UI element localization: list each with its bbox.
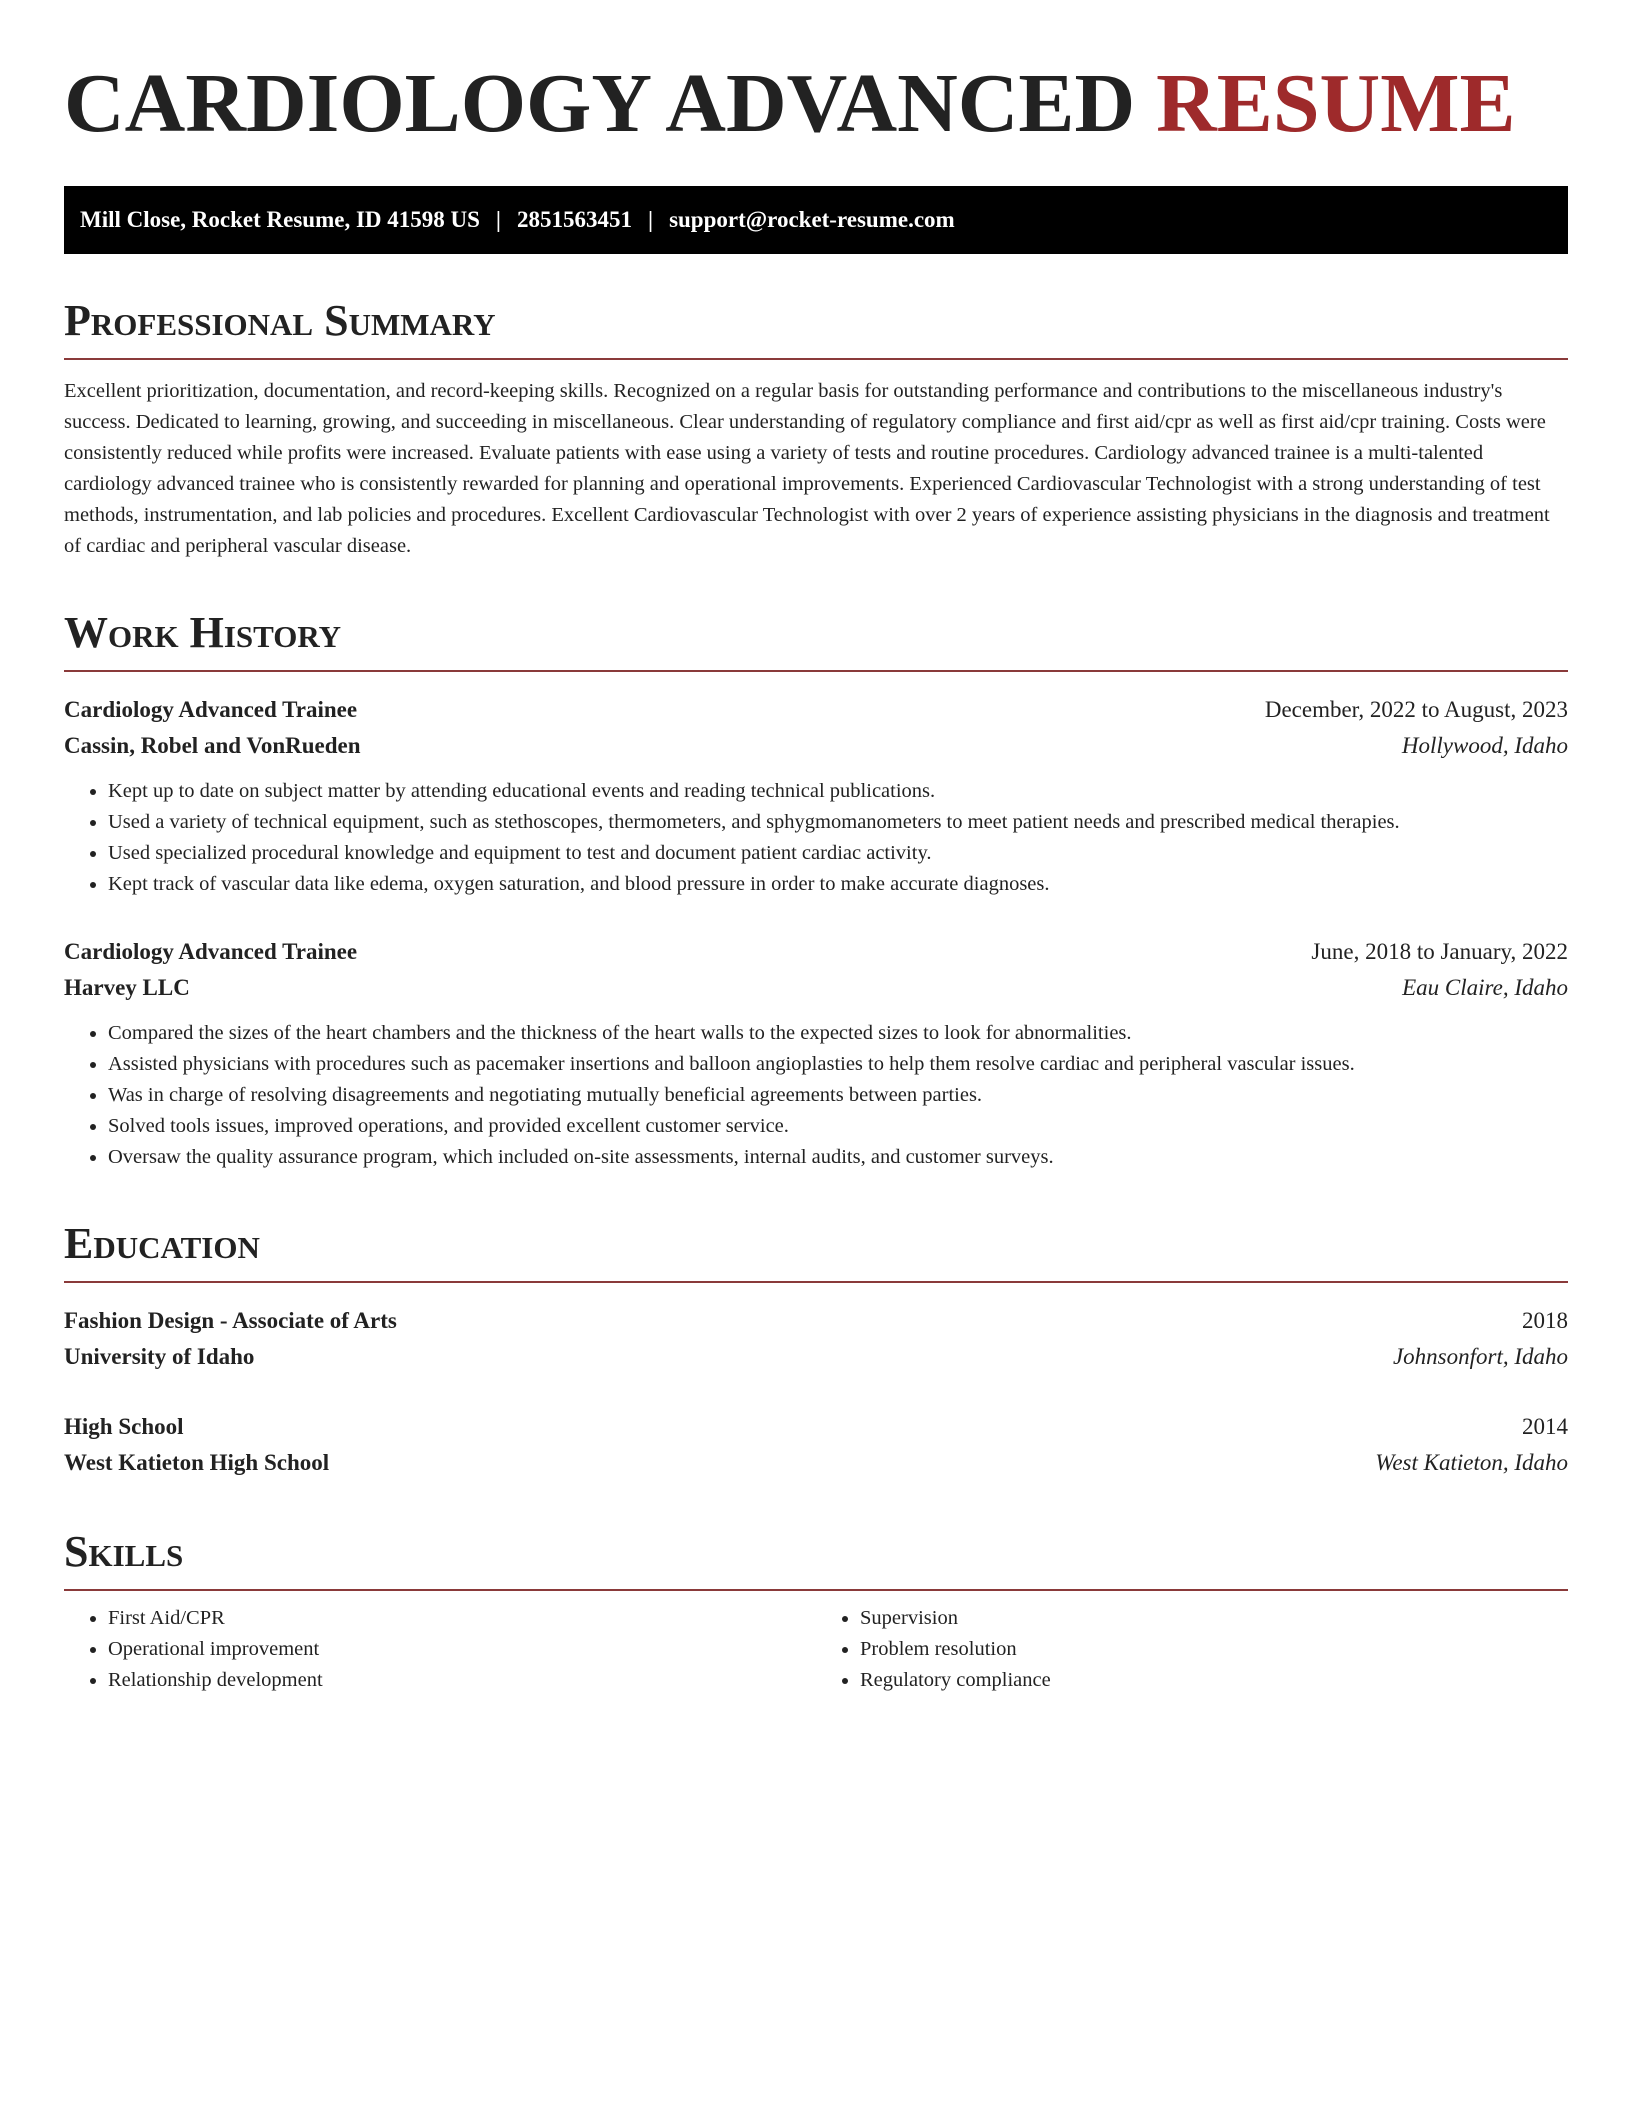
education-degree: High School <box>64 1414 184 1439</box>
job-bullet: • Compared the sizes of the heart chambers and the thickness of the heart walls to the expected sizes to look for abnormalities. <box>108 1018 1568 1049</box>
job-bullet: • Kept track of vascular data like edema, oxygen saturation, and blood pressure in order to make accurate diagnoses. <box>108 869 1568 900</box>
job-entry <box>64 934 1568 1173</box>
skills-list <box>64 1603 1568 1696</box>
skills-heading: Skills <box>64 1527 1568 1591</box>
contact-email: support@rocket-resume.com <box>669 207 955 232</box>
education-school-row <box>64 1445 1568 1481</box>
skill-item: • Operational improvement <box>108 1634 816 1665</box>
education-degree: Fashion Design - Associate of Arts <box>64 1308 397 1333</box>
education-location: Johnsonfort, Idaho <box>1392 1344 1568 1369</box>
education-school-row <box>64 1339 1568 1375</box>
resume-title <box>64 56 1568 152</box>
summary-heading: Professional Summary <box>64 296 1568 360</box>
job-company-row <box>64 970 1568 1006</box>
education-entry <box>64 1303 1568 1375</box>
job-title-row <box>64 692 1568 728</box>
contact-address: Mill Close, Rocket Resume, ID 41598 US <box>80 207 480 232</box>
job-bullet: • Oversaw the quality assurance program, which included on-site assessments, internal audits, and customer surveys. <box>108 1142 1568 1173</box>
job-entry <box>64 692 1568 900</box>
skills-column-left <box>64 1603 816 1696</box>
skill-item: • First Aid/CPR <box>108 1603 816 1634</box>
job-bullet: • Kept up to date on subject matter by attending educational events and reading technical publications. <box>108 776 1568 807</box>
job-bullets <box>64 1018 1568 1173</box>
summary-text: Excellent prioritization, documentation, and record-keeping skills. Recognized on a regular basis for outstanding performance and contributions to the miscellaneous industry's success. Dedicated to learning, growing, and succeeding in miscellaneous. Clear understanding of regulatory compliance and first aid/cpr as well as first aid/cpr training. Costs were consistently reduced while profits were increased. Evaluate patients with ease using a variety of tests and routine procedures. Cardiology advanced trainee is a multi-talented cardiology advanced trainee who is consistently rewarded for planning and operational improvements. Experienced Cardiovascular Technologist with a strong understanding of test methods, instrumentation, and lab policies and procedures. Excellent Cardiovascular Technologist with over 2 years of experience assisting physicians in the diagnosis and treatment of cardiac and peripheral vascular disease. <box>64 380 1550 557</box>
job-bullet: • Assisted physicians with procedures such as pacemaker insertions and balloon angioplasties to help them resolve cardiac and peripheral vascular issues. <box>108 1049 1568 1080</box>
education-school: University of Idaho <box>64 1344 255 1369</box>
job-title: Cardiology Advanced Trainee <box>64 939 358 964</box>
skill-item: • Relationship development <box>108 1665 816 1696</box>
title-accent: RESUME <box>1156 57 1516 150</box>
job-title: Cardiology Advanced Trainee <box>64 697 358 722</box>
job-bullet: • Solved tools issues, improved operations, and provided excellent customer service. <box>108 1111 1568 1142</box>
education-entry <box>64 1409 1568 1481</box>
education-degree-row <box>64 1409 1568 1445</box>
job-company: Harvey LLC <box>64 975 190 1000</box>
education-location: West Katieton, Idaho <box>1375 1450 1568 1475</box>
contact-separator: | <box>495 207 501 232</box>
job-location: Eau Claire, Idaho <box>1402 975 1568 1000</box>
education-year: 2018 <box>1522 1308 1568 1333</box>
skills-column-right <box>816 1603 1568 1696</box>
job-company-row <box>64 728 1568 764</box>
contact-bar <box>64 186 1568 254</box>
title-main: CARDIOLOGY ADVANCED <box>64 57 1136 150</box>
education-heading: Education <box>64 1219 1568 1283</box>
education-year: 2014 <box>1522 1414 1568 1439</box>
job-title-row <box>64 934 1568 970</box>
education-degree-row <box>64 1303 1568 1339</box>
work-history-heading: Work History <box>64 608 1568 672</box>
job-bullet: • Used specialized procedural knowledge and equipment to test and document patient cardiac activity. <box>108 838 1568 869</box>
job-bullet: • Was in charge of resolving disagreements and negotiating mutually beneficial agreements between parties. <box>108 1080 1568 1111</box>
skill-item: • Supervision <box>860 1603 1568 1634</box>
job-bullet: • Used a variety of technical equipment, such as stethoscopes, thermometers, and sphygmomanometers to meet patient needs and prescribed medical therapies. <box>108 807 1568 838</box>
job-dates: December, 2022 to August, 2023 <box>1264 697 1568 722</box>
education-school: West Katieton High School <box>64 1450 330 1475</box>
skill-item: • Problem resolution <box>860 1634 1568 1665</box>
job-company: Cassin, Robel and VonRueden <box>64 733 361 758</box>
job-bullets <box>64 776 1568 900</box>
contact-phone: 2851563451 <box>516 207 632 232</box>
job-location: Hollywood, Idaho <box>1401 733 1568 758</box>
skill-item: • Regulatory compliance <box>860 1665 1568 1696</box>
contact-separator: | <box>647 207 654 232</box>
job-dates: June, 2018 to January, 2022 <box>1311 939 1568 964</box>
